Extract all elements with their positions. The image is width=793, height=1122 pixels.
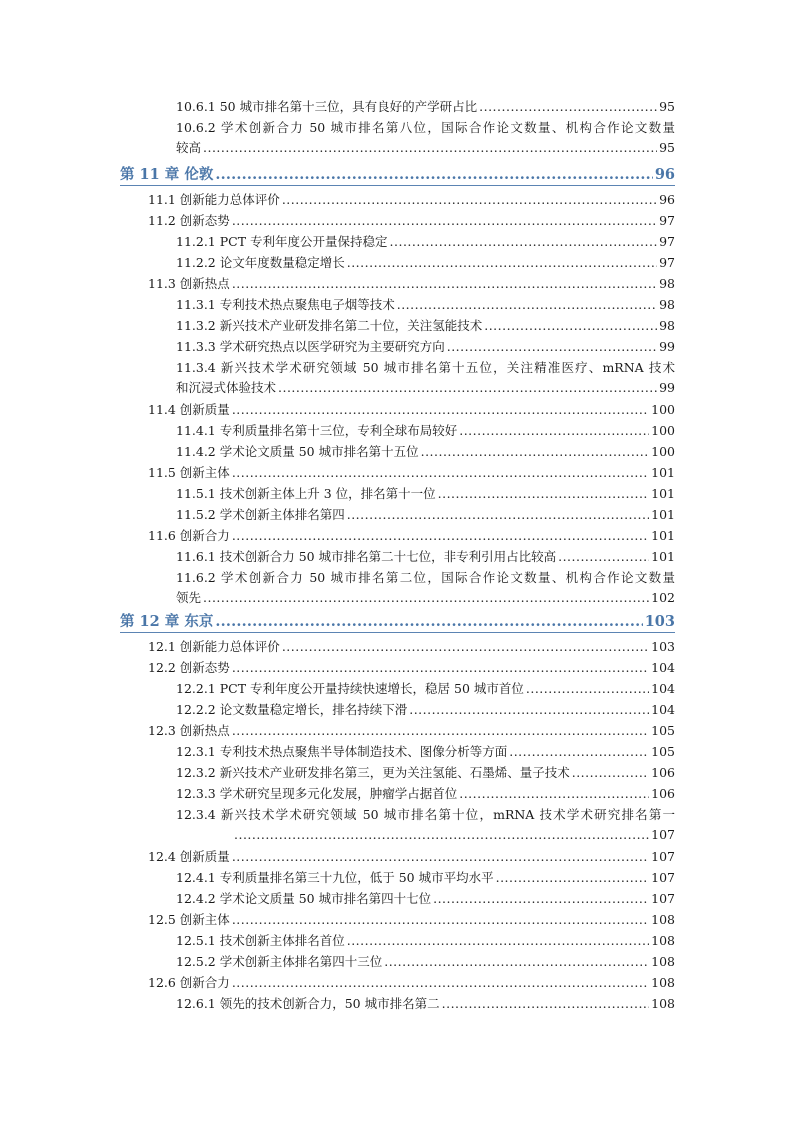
dot-leader xyxy=(215,164,652,186)
toc-entry-11-3-1[interactable] xyxy=(176,295,675,315)
dot-leader xyxy=(232,973,649,993)
dot-leader xyxy=(232,400,649,420)
toc-page-number: 108 xyxy=(651,933,675,948)
dot-leader xyxy=(234,825,649,845)
toc-entry-12-2-1[interactable] xyxy=(176,679,675,699)
toc-entry-12-1[interactable] xyxy=(148,637,675,657)
toc-entry-11-4-1[interactable] xyxy=(176,421,675,441)
toc-entry-12-3-1[interactable] xyxy=(176,742,675,762)
dot-leader xyxy=(558,547,649,567)
toc-entry-12-6[interactable] xyxy=(148,973,675,993)
dot-leader xyxy=(232,526,649,546)
toc-entry-title: 11.3 创新热点 xyxy=(148,276,230,291)
dot-leader xyxy=(442,994,650,1014)
toc-entry-12-4[interactable] xyxy=(148,847,675,867)
toc-entry-title-cont: 较高 xyxy=(176,140,202,155)
toc-page-number: 108 xyxy=(651,975,675,990)
dot-leader xyxy=(479,97,657,117)
dot-leader xyxy=(390,232,658,252)
dot-leader xyxy=(421,442,650,462)
dot-leader xyxy=(526,679,649,699)
toc-entry-title: 11.3.1 专利技术热点聚焦电子烟等技术 xyxy=(176,297,395,312)
toc-page-number: 107 xyxy=(651,891,675,906)
dot-leader xyxy=(459,784,649,804)
toc-entry-11-6-2[interactable] xyxy=(176,568,675,608)
dot-leader xyxy=(572,763,649,783)
toc-entry-11-3-2[interactable] xyxy=(176,316,675,336)
dot-leader xyxy=(232,721,649,741)
toc-page-number: 101 xyxy=(651,507,675,522)
toc-entry-title: 12.3.1 专利技术热点聚焦半导体制造技术、图像分析等方面 xyxy=(176,744,508,759)
dot-leader xyxy=(203,138,657,158)
toc-page-number: 100 xyxy=(651,402,675,417)
toc-entry-title: 12.4.1 专利质量排名第三十九位，低于 50 城市平均水平 xyxy=(176,870,494,885)
chapter-divider xyxy=(120,185,675,186)
toc-entry-title: 11.3.3 学术研究热点以医学研究为主要研究方向 xyxy=(176,339,445,354)
dot-leader xyxy=(282,190,657,210)
dot-leader xyxy=(232,847,649,867)
toc-entry-title: 12.5 创新主体 xyxy=(148,912,230,927)
toc-page-number: 102 xyxy=(651,590,675,605)
toc-entry-title-cont: 和沉浸式体验技术 xyxy=(176,380,277,395)
dot-leader xyxy=(232,910,649,930)
toc-entry-title: 12.3.2 新兴技术产业研发排名第三，更为关注氢能、石墨烯、量子技术 xyxy=(176,765,570,780)
toc-entry-title-cont: 领先 xyxy=(176,590,202,605)
toc-page-number: 104 xyxy=(651,660,675,675)
dot-leader xyxy=(459,421,649,441)
toc-entry-11-5[interactable] xyxy=(148,463,675,483)
toc-entry-title: 12.4 创新质量 xyxy=(148,849,230,864)
toc-entry-12-4-2[interactable] xyxy=(176,889,675,909)
dot-leader xyxy=(438,484,650,504)
toc-entry-title: 12.2.1 PCT 专利年度公开量持续快速增长，稳居 50 城市首位 xyxy=(176,681,524,696)
toc-page-number: 106 xyxy=(651,765,675,780)
toc-entry-title: 12.5.1 技术创新主体排名首位 xyxy=(176,933,345,948)
dot-leader xyxy=(282,637,649,657)
toc-page-number: 99 xyxy=(659,380,675,395)
toc-page-number: 108 xyxy=(651,996,675,1011)
toc-entry-11-4[interactable] xyxy=(148,400,675,420)
dot-leader xyxy=(347,505,649,525)
toc-entry-10-6-1[interactable] xyxy=(176,97,675,117)
toc-page-number: 97 xyxy=(659,234,675,249)
toc-page-number: 98 xyxy=(659,318,675,333)
toc-page-number: 100 xyxy=(651,423,675,438)
toc-entry-title: 12.1 创新能力总体评价 xyxy=(148,639,280,654)
toc-entry-title: 11.6.1 技术创新合力 50 城市排名第二十七位，非专利引用占比较高 xyxy=(176,549,557,564)
toc-page-number: 105 xyxy=(651,744,675,759)
toc-page-number: 105 xyxy=(651,723,675,738)
toc-page-number: 103 xyxy=(651,639,675,654)
toc-entry-title: 11.5.1 技术创新主体上升 3 位，排名第十一位 xyxy=(176,486,436,501)
toc-page-number: 101 xyxy=(651,465,675,480)
toc-entry-title: 11.3.4 新兴技术学术研究领域 50 城市排名第十五位，关注精准医疗、mRNA 技术 xyxy=(176,360,675,375)
toc-chapter-title: 第 12 章 东京 xyxy=(120,613,214,630)
toc-page-number: 95 xyxy=(659,140,675,155)
toc-entry-title: 11.2.2 论文年度数量稳定增长 xyxy=(176,255,345,270)
toc-entry-title: 11.2 创新态势 xyxy=(148,213,230,228)
toc-page-number: 97 xyxy=(659,213,675,228)
toc-entry-title: 12.3.4 新兴技术学术研究领域 50 城市排名第十位，mRNA 技术学术研究排名第一 xyxy=(176,807,675,822)
toc-entry-12-3-3[interactable] xyxy=(176,784,675,804)
dot-leader xyxy=(215,611,642,633)
toc-page-number: 104 xyxy=(651,702,675,717)
toc-entry-11-3-3[interactable] xyxy=(176,337,675,357)
toc-page-number: 108 xyxy=(651,912,675,927)
dot-leader xyxy=(447,337,657,357)
toc-entry-11-2[interactable] xyxy=(148,211,675,231)
dot-leader xyxy=(232,463,649,483)
toc-entry-title: 11.5.2 学术创新主体排名第四 xyxy=(176,507,345,522)
toc-chapter-title: 第 11 章 伦敦 xyxy=(120,166,214,183)
toc-page-number: 99 xyxy=(659,339,675,354)
dot-leader xyxy=(433,889,649,909)
dot-leader xyxy=(384,952,649,972)
dot-leader xyxy=(232,658,649,678)
toc-entry-title: 11.1 创新能力总体评价 xyxy=(148,192,280,207)
toc-entry-11-3-4[interactable] xyxy=(176,358,675,398)
toc-chapter-12[interactable] xyxy=(120,611,675,633)
dot-leader xyxy=(484,316,657,336)
toc-entry-11-4-2[interactable] xyxy=(176,442,675,462)
toc-entry-12-4-1[interactable] xyxy=(176,868,675,888)
toc-entry-title: 12.4.2 学术论文质量 50 城市排名第四十七位 xyxy=(176,891,432,906)
toc-entry-12-6-1[interactable] xyxy=(176,994,675,1014)
toc-entry-title: 12.3.3 学术研究呈现多元化发展，肿瘤学占据首位 xyxy=(176,786,458,801)
toc-entry-title: 12.2.2 论文数量稳定增长，排名持续下滑 xyxy=(176,702,408,717)
toc-page-number: 97 xyxy=(659,255,675,270)
toc-page-number: 95 xyxy=(659,99,675,114)
dot-leader xyxy=(397,295,657,315)
toc-entry-title: 12.5.2 学术创新主体排名第四十三位 xyxy=(176,954,383,969)
toc-page-number: 103 xyxy=(644,613,675,630)
toc-page-number: 101 xyxy=(651,486,675,501)
toc-page-number: 98 xyxy=(659,276,675,291)
toc-entry-12-3-4[interactable] xyxy=(176,805,675,845)
toc-entry-12-5-2[interactable] xyxy=(176,952,675,972)
toc-entry-title: 11.4 创新质量 xyxy=(148,402,230,417)
toc-page-number: 96 xyxy=(659,192,675,207)
chapter-divider xyxy=(120,632,675,633)
toc-entry-title: 11.6 创新合力 xyxy=(148,528,230,543)
dot-leader xyxy=(203,588,649,608)
toc-entry-12-3-2[interactable] xyxy=(176,763,675,783)
toc-entry-title: 11.6.2 学术创新合力 50 城市排名第二位，国际合作论文数量、机构合作论文数量 xyxy=(176,570,675,585)
toc-entry-11-1[interactable] xyxy=(148,190,675,210)
toc-entry-title: 10.6.2 学术创新合力 50 城市排名第八位，国际合作论文数量、机构合作论文数量 xyxy=(176,120,675,135)
toc-entry-title: 11.5 创新主体 xyxy=(148,465,230,480)
toc-entry-title: 12.3 创新热点 xyxy=(148,723,230,738)
toc-page-number: 101 xyxy=(651,549,675,564)
dot-leader xyxy=(232,274,657,294)
toc-entry-title: 12.6 创新合力 xyxy=(148,975,230,990)
toc-entry-12-2-2[interactable] xyxy=(176,700,675,720)
toc-page-number: 104 xyxy=(651,681,675,696)
toc-page-number: 98 xyxy=(659,297,675,312)
toc-page-number: 100 xyxy=(651,444,675,459)
toc-page-number: 96 xyxy=(654,166,675,183)
toc-entry-11-6[interactable] xyxy=(148,526,675,546)
toc-page-number: 106 xyxy=(651,786,675,801)
toc-chapter-11[interactable] xyxy=(120,164,675,186)
toc-entry-10-6-2[interactable] xyxy=(176,118,675,158)
toc-entry-title: 11.3.2 新兴技术产业研发排名第二十位，关注氢能技术 xyxy=(176,318,483,333)
toc-entry-title: 11.4.1 专利质量排名第十三位，专利全球布局较好 xyxy=(176,423,458,438)
toc-page-number: 107 xyxy=(651,870,675,885)
dot-leader xyxy=(347,931,649,951)
toc-entry-11-2-1[interactable] xyxy=(176,232,675,252)
toc-entry-12-3[interactable] xyxy=(148,721,675,741)
dot-leader xyxy=(347,253,657,273)
toc-page-number: 101 xyxy=(651,528,675,543)
toc-page-number: 107 xyxy=(651,849,675,864)
toc-page-number: 107 xyxy=(651,827,675,842)
toc-entry-title: 10.6.1 50 城市排名第十三位，具有良好的产学研占比 xyxy=(176,99,478,114)
toc-entry-title: 12.6.1 领先的技术创新合力，50 城市排名第二 xyxy=(176,996,440,1011)
toc-entry-12-5[interactable] xyxy=(148,910,675,930)
toc-entry-11-5-1[interactable] xyxy=(176,484,675,504)
toc-entry-11-6-1[interactable] xyxy=(176,547,675,567)
toc-entry-11-3[interactable] xyxy=(148,274,675,294)
dot-leader xyxy=(496,868,650,888)
toc-entry-title: 11.4.2 学术论文质量 50 城市排名第十五位 xyxy=(176,444,419,459)
toc-entry-12-2[interactable] xyxy=(148,658,675,678)
toc-entry-12-5-1[interactable] xyxy=(176,931,675,951)
dot-leader xyxy=(232,211,657,231)
toc-entry-title: 11.2.1 PCT 专利年度公开量保持稳定 xyxy=(176,234,388,249)
toc-entry-11-5-2[interactable] xyxy=(176,505,675,525)
toc-page-number: 108 xyxy=(651,954,675,969)
dot-leader xyxy=(409,700,649,720)
toc-entry-title: 12.2 创新态势 xyxy=(148,660,230,675)
dot-leader xyxy=(509,742,649,762)
dot-leader xyxy=(278,378,657,398)
toc-entry-11-2-2[interactable] xyxy=(176,253,675,273)
